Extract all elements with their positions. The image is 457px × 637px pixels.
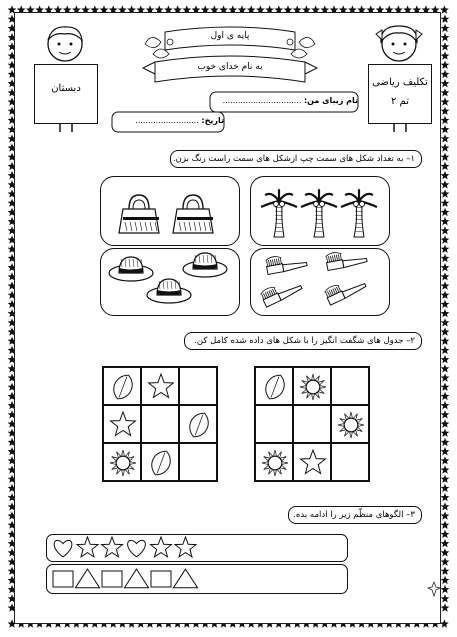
square-icon	[151, 571, 171, 587]
border-star-icon	[441, 438, 450, 446]
border-star-icon	[441, 199, 450, 207]
grid-cell-star	[141, 367, 179, 405]
date-label: تاریخ:	[201, 116, 224, 125]
unit-label: تم ۲	[391, 96, 409, 107]
border-star-icon	[441, 272, 450, 280]
question-2: ۲– جدول های شگفت انگیز را با شکل های داده شده کامل کن.	[184, 332, 422, 350]
heart-icon	[54, 540, 72, 556]
palm-tree-icon	[341, 190, 377, 237]
grid-cell-leaf	[103, 367, 141, 405]
border-star-icon	[441, 134, 450, 142]
border-star-icon	[441, 79, 450, 87]
name-dots: ...............................	[222, 96, 302, 105]
date-dots: .........................	[135, 116, 199, 125]
border-star-icon	[441, 465, 450, 473]
star-icon	[151, 537, 172, 557]
border-star-icon	[441, 327, 450, 335]
border-star-icon	[441, 502, 450, 510]
border-star-icon	[441, 88, 450, 96]
pattern-row-1-shapes	[47, 535, 347, 561]
border-star-icon	[441, 419, 450, 427]
panel-bags	[100, 176, 240, 246]
grid-cell-empty[interactable]	[331, 443, 369, 481]
border-star-icon	[440, 5, 449, 13]
name-field[interactable]	[212, 96, 358, 105]
leaf-icon	[110, 372, 137, 403]
border-star-icon	[441, 603, 450, 611]
border-star-icon	[441, 61, 450, 69]
border-star-icon	[441, 594, 450, 602]
border-star-icon	[441, 70, 450, 78]
pattern-row-1[interactable]	[46, 534, 348, 562]
border-star-icon	[441, 309, 450, 317]
border-star-icon	[441, 263, 450, 271]
border-star-icon	[441, 585, 450, 593]
sudoku-grid-left	[102, 366, 218, 482]
border-star-icon	[441, 401, 450, 409]
pattern-row-2[interactable]	[46, 564, 348, 594]
border-star-icon	[441, 33, 450, 41]
question-3: ۳– الگوهای منظّم زیر را ادامه بده.	[288, 506, 422, 524]
panel-toothbrushes	[250, 248, 390, 316]
sun-icon	[300, 374, 326, 400]
palm-tree-icons	[251, 177, 389, 245]
star-icon	[102, 537, 123, 557]
border-star-icon	[441, 521, 450, 529]
leaf-icon	[262, 372, 289, 403]
question-2-number: ۲	[410, 336, 415, 346]
toothbrush-icon	[260, 275, 303, 307]
border-star-icon	[441, 143, 450, 151]
grid-cell-empty[interactable]	[293, 405, 331, 443]
border-star-icon	[441, 364, 450, 372]
border-star-icon	[441, 576, 450, 584]
question-3-text: الگوهای منظّم زیر را ادامه بده.	[293, 510, 404, 520]
border-star-icon	[441, 484, 450, 492]
question-1: ۱– به تعداد شکل های سمت چپ ازشکل های سمت راست رنگ بزن.	[170, 150, 422, 168]
border-star-icon	[441, 180, 450, 188]
border-star-icon	[441, 475, 450, 483]
grade-title: پایه ی اول	[210, 31, 250, 41]
border-star-icon	[441, 447, 450, 455]
border-star-icon	[441, 125, 450, 133]
grid-cell-leaf	[141, 443, 179, 481]
border-star-icon	[441, 567, 450, 575]
grid-cell-star	[293, 443, 331, 481]
border-star-icon	[441, 153, 450, 161]
border-star-icon	[441, 116, 450, 124]
border-star-icon	[441, 539, 450, 547]
bag-icon	[173, 195, 213, 233]
star-icon	[149, 374, 174, 398]
border-star-icon	[441, 171, 450, 179]
grid-cell-sun	[293, 367, 331, 405]
grid-cell-sun	[255, 443, 293, 481]
border-star-icon	[441, 337, 450, 345]
panel-palm-trees	[250, 176, 390, 246]
hat-icon	[147, 279, 191, 303]
square-icon	[53, 571, 73, 587]
border-star-icon	[441, 97, 450, 105]
border-star-icon	[441, 346, 450, 354]
sun-icon	[338, 412, 364, 438]
border-star-icon	[441, 189, 450, 197]
border-star-icon	[441, 51, 450, 59]
grid-cell-empty[interactable]	[141, 405, 179, 443]
border-star-icon	[441, 530, 450, 538]
star-icon	[301, 450, 326, 474]
hat-icons	[101, 249, 239, 315]
toothbrush-icon	[265, 251, 307, 274]
toothbrush-icon	[325, 247, 367, 270]
star-icon	[77, 537, 98, 557]
grid-cell-empty[interactable]	[179, 443, 217, 481]
border-star-icon	[441, 493, 450, 501]
border-star-icon	[441, 254, 450, 262]
panel-hats	[100, 248, 240, 316]
border-star-icon	[441, 410, 450, 418]
border-star-icon	[441, 24, 450, 32]
border-star-icon	[441, 162, 450, 170]
grid-cell-leaf	[179, 405, 217, 443]
sudoku-grid-right	[254, 366, 370, 482]
toothbrush-icon	[324, 273, 367, 305]
question-3-number: ۳	[410, 510, 415, 520]
grid-cell-empty[interactable]	[331, 367, 369, 405]
grid-cell-sun	[331, 405, 369, 443]
name-label: نام زیبای من:	[303, 96, 358, 105]
assignment-label: تکلیف ریاضی	[372, 77, 428, 88]
grid-cell-sun	[103, 443, 141, 481]
heart-icon	[128, 540, 146, 556]
border-star-icon	[440, 619, 449, 627]
star-icon	[175, 537, 196, 557]
star-icon	[111, 412, 136, 436]
palm-tree-icon	[261, 190, 297, 237]
palm-tree-icon	[301, 190, 337, 237]
leaf-icon	[148, 448, 175, 479]
leaf-icon	[186, 410, 213, 441]
question-1-number: ۱	[410, 154, 415, 164]
border-star-icon	[441, 107, 450, 115]
bag-icons	[101, 177, 239, 245]
question-2-text: جدول های شگفت انگیز را با شکل های داده شده کامل کن.	[194, 336, 404, 346]
border-star-icon	[441, 392, 450, 400]
border-star-icon	[441, 235, 450, 243]
basmala-title: به نام خدای خوب	[197, 62, 263, 72]
school-card	[34, 64, 98, 124]
question-1-text: به تعداد شکل های سمت چپ ازشکل های سمت راست رنگ بزن.	[172, 154, 404, 164]
border-star-icon	[441, 355, 450, 363]
border-star-icon	[441, 245, 450, 253]
border-star-icon	[441, 42, 450, 50]
border-star-icon	[441, 208, 450, 216]
border-star-icon	[441, 226, 450, 234]
grid-cell-star	[103, 405, 141, 443]
border-star-icon	[441, 281, 450, 289]
hat-icon	[109, 257, 153, 281]
border-star-icon	[441, 511, 450, 519]
border-star-icon	[441, 383, 450, 391]
grid-cell-empty[interactable]	[179, 367, 217, 405]
school-label: دبستان	[51, 83, 81, 94]
assignment-card	[368, 64, 432, 124]
sun-icon	[110, 450, 136, 476]
triangle-icon	[75, 569, 99, 588]
hat-icon	[183, 253, 227, 277]
border-star-icon	[441, 557, 450, 565]
grid-cell-empty[interactable]	[255, 405, 293, 443]
date-field[interactable]	[114, 116, 224, 125]
border-star-icon	[441, 456, 450, 464]
border-star-icon	[441, 15, 450, 23]
square-icon	[102, 571, 122, 587]
triangle-icon	[173, 569, 197, 588]
border-star-icon	[441, 318, 450, 326]
border-star-icon	[441, 373, 450, 381]
toothbrush-icons	[251, 249, 389, 315]
border-star-icon	[441, 429, 450, 437]
pattern-row-2-shapes	[47, 565, 347, 593]
grid-cell-leaf	[255, 367, 293, 405]
sun-icon	[262, 450, 288, 476]
border-star-icon	[441, 548, 450, 556]
triangle-icon	[124, 569, 148, 588]
border-star-icon	[441, 291, 450, 299]
border-star-icon	[441, 300, 450, 308]
border-star-icon	[441, 217, 450, 225]
bag-icon	[119, 195, 159, 233]
corner-doodle	[428, 582, 440, 596]
